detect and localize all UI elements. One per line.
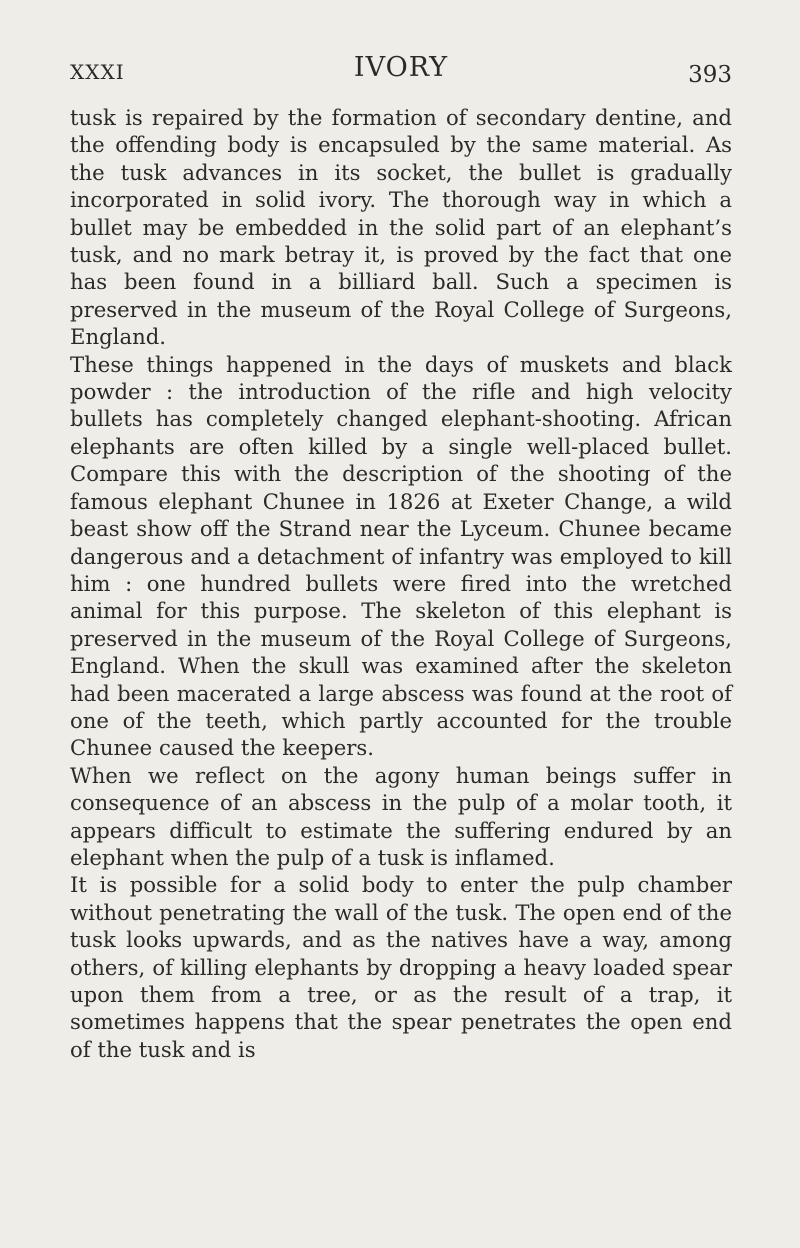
paragraph: It is possible for a solid body to enter the pulp chamber without penetrating the wall of the tusk. The open end of the tusk looks upwards, and as the natives have a way, among others, of killing elephants by dropping a heavy loaded spear upon them from a tree, or as the result of a trap, it sometimes happens that the spear penetrates the open end of the tusk and is xyxy=(70,872,732,1062)
paragraph: tusk is repaired by the formation of secondary dentine, and the offending body is encapsuled by the same material. As the tusk advances in its socket, the bullet is gradually incorporated in solid ivory. The thorough way in which a bullet may be embedded in the solid part of an elephant’s tusk, and no mark betray it, is proved by the fact that one has been found in a billiard ball. Such a specimen is preserved in the museum of the Royal College of Surgeons, England. xyxy=(70,105,732,350)
page-number: 393 xyxy=(688,62,732,88)
chapter-number: XXXI xyxy=(70,60,125,84)
body-text xyxy=(70,104,732,1063)
paragraph: These things happened in the days of muskets and black powder : the introduction of the rifle and high velocity bullets has completely changed elephant-shooting. African elephants are often killed by a single well-placed bullet. Compare this with the description of the shooting of the famous elephant Chunee in 1826 at Exeter Change, a wild beast show off the Strand near the Lyceum. Chunee became dangerous and a detachment of infantry was employed to kill him : one hundred bullets were fired into the wretched animal for this purpose. The skeleton of this elephant is preserved in the museum of the Royal College of Surgeons, England. When the skull was examined after the skeleton had been macerated a large abscess was found at the root of one of the teeth, which partly accounted for the trouble Chunee caused the keepers. xyxy=(70,351,732,761)
paragraph: When we reflect on the agony human beings suffer in consequence of an abscess in the pulp of a molar tooth, it appears difficult to estimate the suffering endured by an elephant when the pulp of a tusk is inflamed. xyxy=(70,762,732,870)
running-title: IVORY xyxy=(353,52,449,83)
running-head xyxy=(70,52,732,92)
